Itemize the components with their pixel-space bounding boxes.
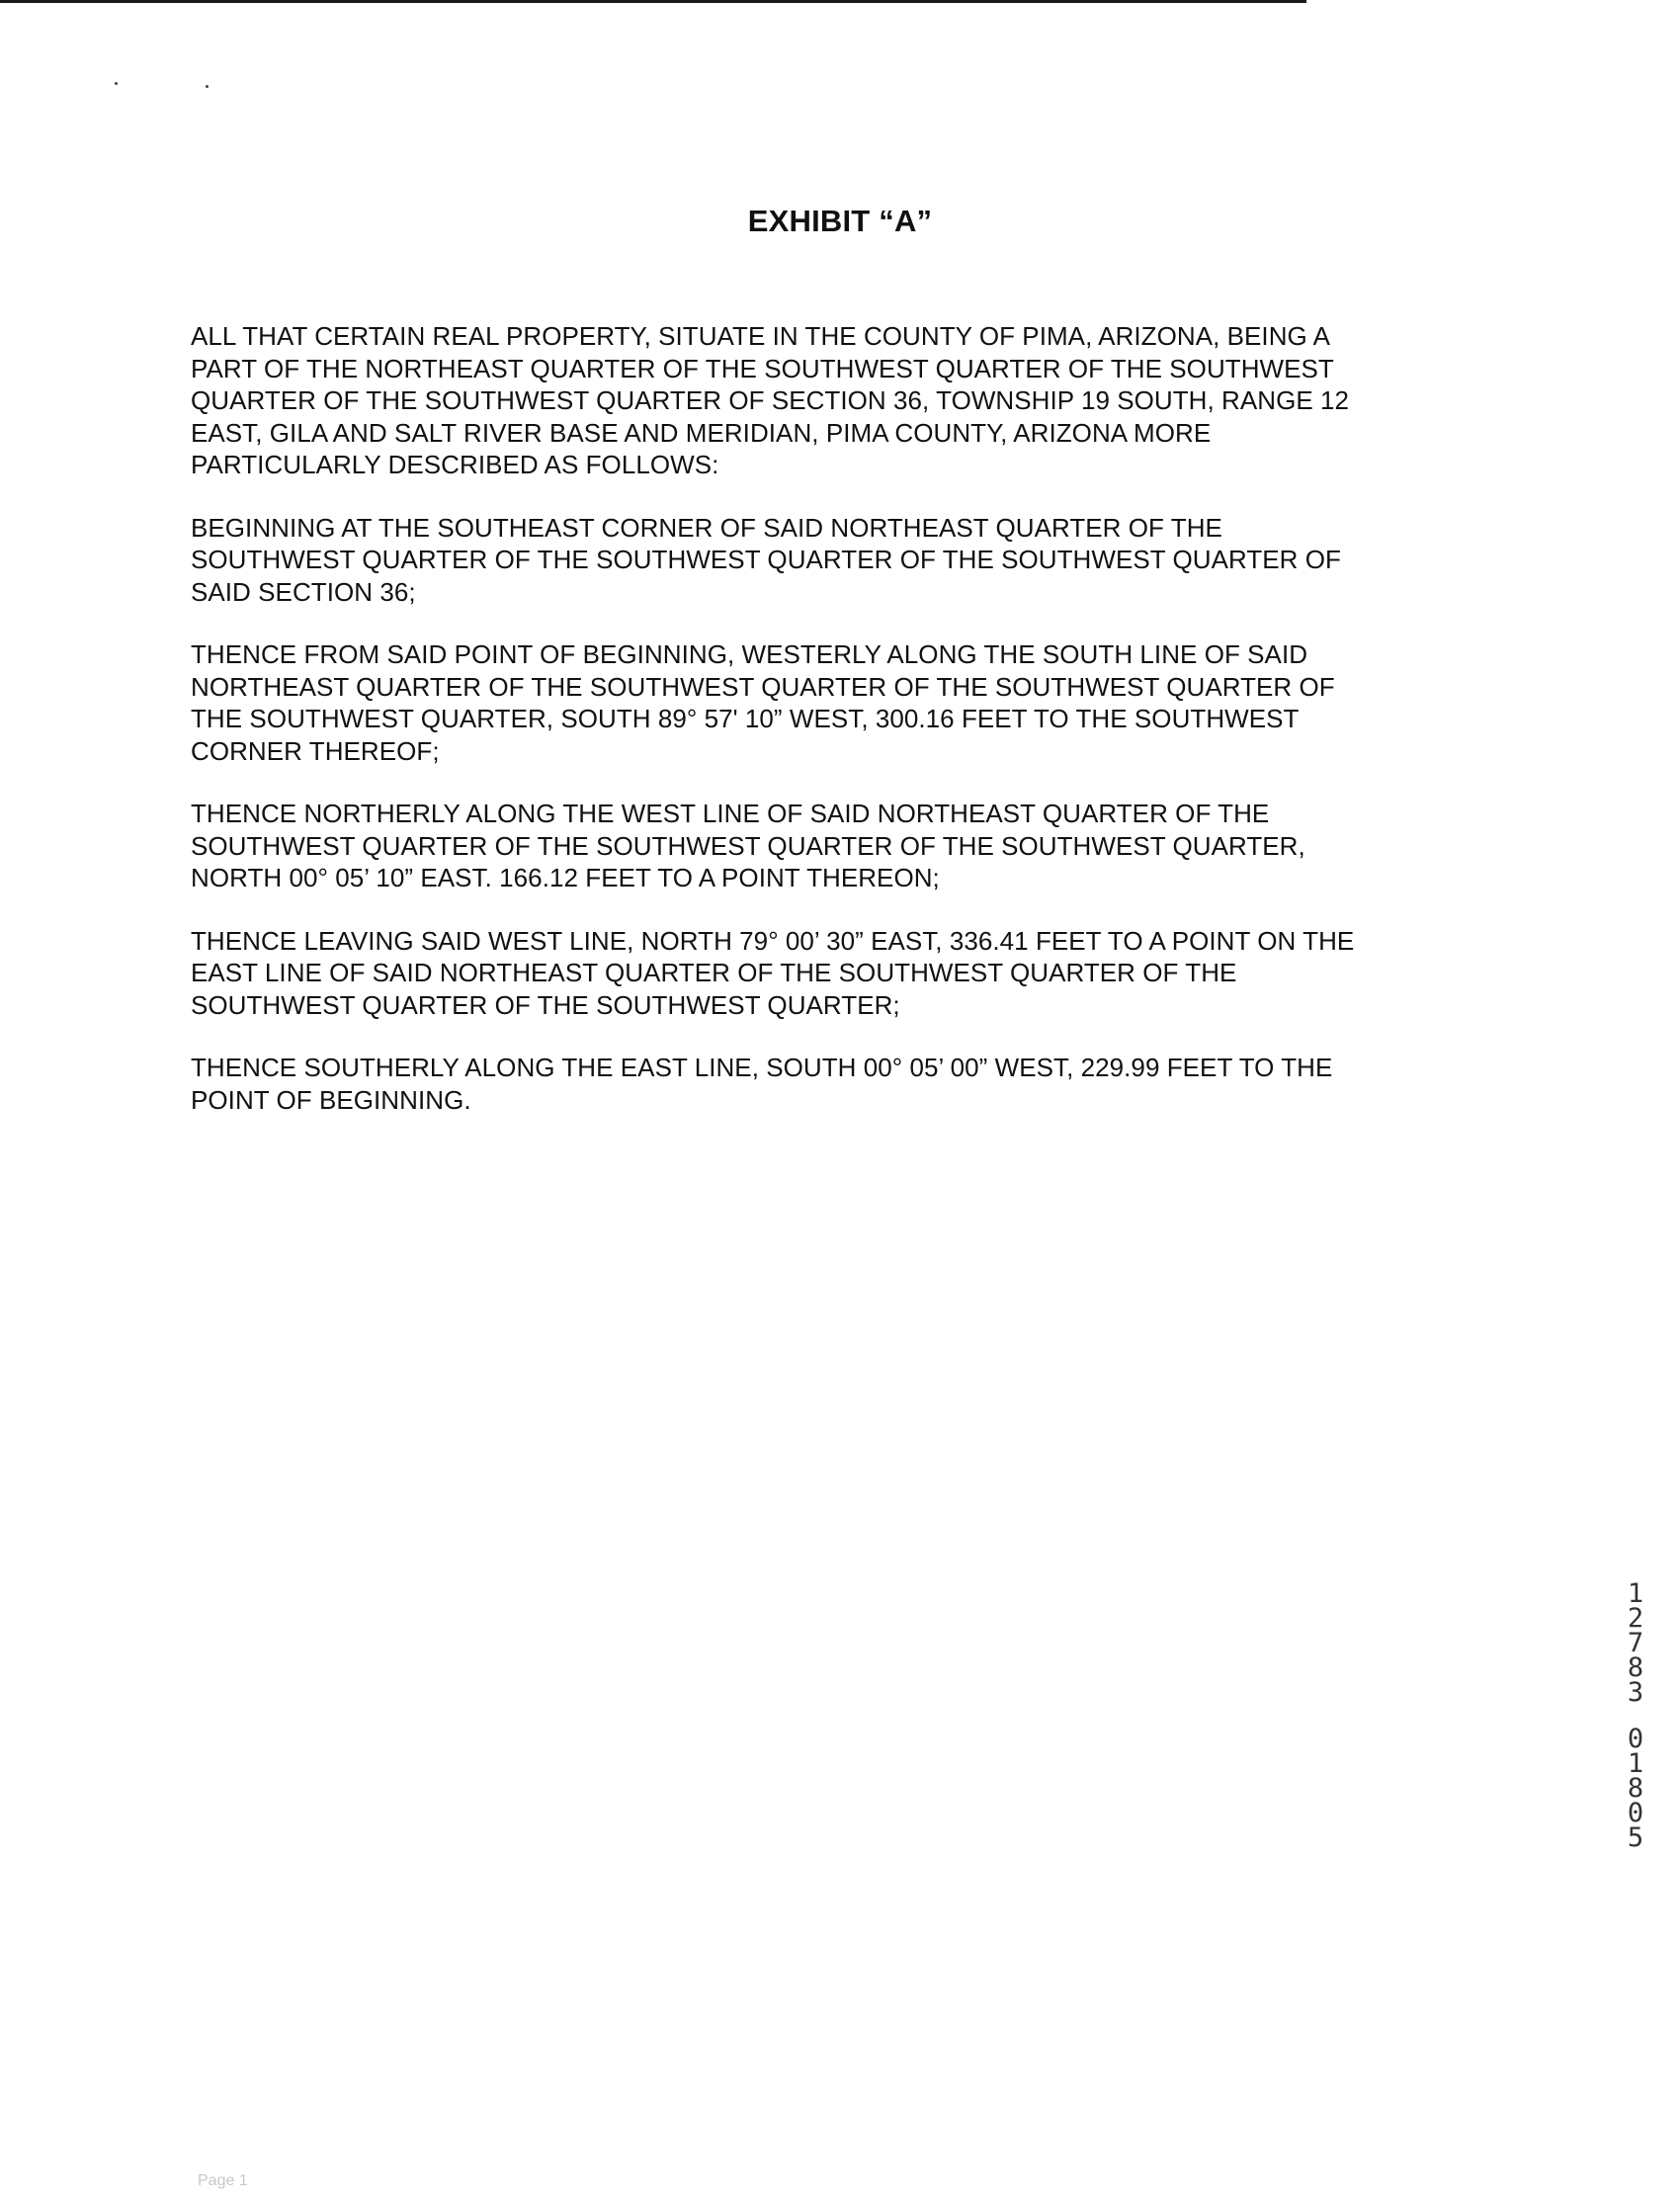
legal-description	[191, 320, 1451, 1146]
stamp-digit: 1	[1627, 1578, 1644, 1609]
document-title: EXHIBIT “A”	[747, 204, 933, 238]
recording-stamp	[1621, 1578, 1650, 1853]
paragraph-point-of-beginning: BEGINNING AT THE SOUTHEAST CORNER OF SAID NORTHEAST QUARTER OF THE SOUTHWEST QUARTER OF THE SOUTHWEST QUARTER OF THE SOUTHWEST QUARTER OF SAID SECTION 36;	[191, 512, 1341, 607]
stamp-digit: 5	[1627, 1822, 1644, 1853]
stamp-digit: 8	[1627, 1652, 1644, 1683]
scan-speck	[206, 85, 209, 88]
stamp-digit: 3	[1627, 1677, 1644, 1708]
scan-speck	[115, 82, 118, 85]
page-footer-mark: Page 1	[198, 2172, 248, 2189]
paragraph-west-course: THENCE FROM SAID POINT OF BEGINNING, WESTERLY ALONG THE SOUTH LINE OF SAID NORTHEAST QUARTER OF THE SOUTHWEST QUARTER OF THE SOUTHWEST QUARTER OF THE SOUTHWEST QUARTER, SOUTH 89° 57' 10” WEST, 300.16 FEET TO THE SOUTHWEST CORNER THEREOF;	[191, 639, 1335, 766]
stamp-digit: 0	[1627, 1798, 1644, 1828]
stamp-digit: 1	[1627, 1748, 1644, 1779]
top-border-line	[0, 0, 1306, 3]
stamp-digit: 7	[1627, 1628, 1644, 1658]
stamp-digit: 0	[1627, 1724, 1644, 1754]
paragraph-northeast-course: THENCE LEAVING SAID WEST LINE, NORTH 79° 00’ 30” EAST, 336.41 FEET TO A POINT ON THE EAST LINE OF SAID NORTHEAST QUARTER OF THE SOUTHWEST QUARTER OF THE SOUTHWEST QUARTER OF THE SOUTHWEST QUARTER;	[191, 925, 1355, 1020]
stamp-digit: 2	[1627, 1603, 1644, 1634]
recording-stamp-group1	[1621, 1578, 1650, 1708]
paragraph-north-course: THENCE NORTHERLY ALONG THE WEST LINE OF SAID NORTHEAST QUARTER OF THE SOUTHWEST QUARTER OF THE SOUTHWEST QUARTER OF THE SOUTHWEST QUARTER, NORTH 00° 05’ 10” EAST. 166.12 FEET TO A POINT THEREON;	[191, 799, 1305, 892]
paragraph-property-description: ALL THAT CERTAIN REAL PROPERTY, SITUATE IN THE COUNTY OF PIMA, ARIZONA, BEING A PART OF THE NORTHEAST QUARTER OF THE SOUTHWEST QUARTER OF THE SOUTHWEST QUARTER OF THE SOUTHWEST QUARTER OF SECTION 36, TOWNSHIP 19 SOUTH, RANGE 12 EAST, GILA AND SALT RIVER BASE AND MERIDIAN, PIMA COUNTY, ARIZONA MORE PARTICULARLY DESCRIBED AS FOLLOWS:	[191, 321, 1350, 479]
paragraph-south-course: THENCE SOUTHERLY ALONG THE EAST LINE, SOUTH 00° 05’ 00” WEST, 229.99 FEET TO THE POINT OF BEGINNING.	[191, 1053, 1333, 1115]
stamp-digit: 8	[1627, 1773, 1644, 1804]
recording-stamp-group2	[1621, 1724, 1650, 1853]
